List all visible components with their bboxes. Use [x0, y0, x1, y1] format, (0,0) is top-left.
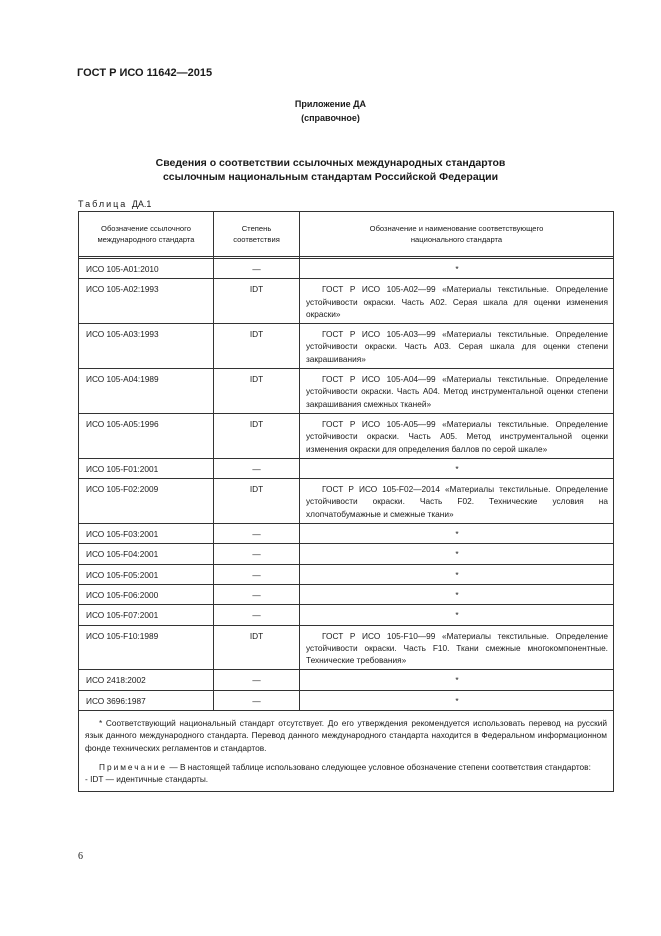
- international-standard-cell: ИСО 105-A04:1989: [79, 369, 214, 414]
- international-standard-cell: ИСО 105-F01:2001: [79, 458, 214, 478]
- national-standard-text: ГОСТ Р ИСО 105-A02—99 «Материалы текстильные. Определение устойчивости окраски. Часть A02. Серая шкала для оценки изменения окраски»: [306, 284, 608, 319]
- column-header-national: [300, 212, 614, 257]
- table-row: [79, 625, 614, 670]
- degree-cell: —: [214, 605, 300, 625]
- footnote: * Соответствующий национальный стандарт отсутствует. До его утверждения рекомендуется использовать перевод на русский язык данного международного стандарта. Перевод данного международного стандарта находится в Федеральном информационном фонде технических регламентов и стандартов.: [85, 718, 607, 753]
- national-standard-text: ГОСТ Р ИСО 105-F10—99 «Материалы текстильные. Определение устойчивости окраски. Часть F10. Ткани смежные многокомпонентные. Технические требования»: [306, 630, 608, 666]
- annex-title: Приложение ДА: [294, 99, 367, 109]
- national-standard-cell: [300, 413, 614, 458]
- header-text: Обозначение и наименование соответствующего: [369, 224, 544, 233]
- international-standard-cell: ИСО 105-F07:2001: [79, 605, 214, 625]
- table-row: [79, 259, 614, 279]
- section-title-line1: Сведения о соответствии ссылочных международных стандартов: [155, 157, 506, 169]
- table-row: [79, 584, 614, 604]
- national-standard-text: ГОСТ Р ИСО 105-F02—2014 «Материалы текстильные. Определение устойчивости окраски. Часть F02. Технические условия на хлопчатобумажные и смежные ткани»: [306, 484, 608, 519]
- page-number: 6: [78, 851, 83, 862]
- national-standard-cell: *: [300, 670, 614, 690]
- degree-cell: —: [214, 564, 300, 584]
- table-row: [79, 670, 614, 690]
- degree-cell: —: [214, 524, 300, 544]
- note-text: — В настоящей таблице использовано следующее условное обозначение степени соответствия стандартов:: [167, 761, 591, 772]
- table-row: [79, 564, 614, 584]
- degree-cell: IDT: [214, 479, 300, 524]
- international-standard-cell: ИСО 105-F06:2000: [79, 584, 214, 604]
- national-standard-cell: [300, 625, 614, 670]
- national-standard-cell: [300, 369, 614, 414]
- degree-cell: IDT: [214, 279, 300, 324]
- header-text: Степень: [241, 224, 272, 233]
- header-text: национального стандарта: [410, 235, 503, 244]
- table-caption-number: ДА.1: [131, 199, 152, 209]
- header-text: соответствия: [233, 235, 280, 244]
- annex-subtitle: (справочное): [301, 113, 360, 123]
- national-standard-cell: [300, 479, 614, 524]
- international-standard-cell: ИСО 105-F02:2009: [79, 479, 214, 524]
- degree-cell: —: [214, 544, 300, 564]
- national-standard-cell: *: [300, 584, 614, 604]
- degree-cell: —: [214, 259, 300, 279]
- correspondence-table: [78, 211, 614, 792]
- column-header-international: [79, 212, 214, 257]
- degree-cell: IDT: [214, 413, 300, 458]
- international-standard-cell: ИСО 105-F03:2001: [79, 524, 214, 544]
- column-header-degree: [214, 212, 300, 257]
- national-standard-text: ГОСТ Р ИСО 105-A05—99 «Материалы текстильные. Определение устойчивости окраски. Часть A05. Метод инструментальной оценки изменения окраски для определения баллов по серой шкале»: [306, 418, 608, 454]
- international-standard-cell: ИСО 105-A01:2010: [79, 259, 214, 279]
- degree-cell: IDT: [214, 324, 300, 369]
- international-standard-cell: ИСО 2418:2002: [79, 670, 214, 690]
- degree-cell: —: [214, 584, 300, 604]
- note-item: - IDT — идентичные стандарты.: [85, 774, 209, 785]
- international-standard-cell: ИСО 105-F04:2001: [79, 544, 214, 564]
- national-standard-text: ГОСТ Р ИСО 105-A03—99 «Материалы текстильные. Определение устойчивости окраски. Часть A03. Серая шкала для оценки степени закрашивания»: [306, 329, 608, 364]
- table-row: [79, 413, 614, 458]
- table-row: [79, 605, 614, 625]
- national-standard-cell: *: [300, 690, 614, 710]
- section-title-line2: ссылочным национальным стандартам Российской Федерации: [162, 171, 499, 183]
- national-standard-text: ГОСТ Р ИСО 105-A04—99 «Материалы текстильные. Определение устойчивости окраски. Часть A04. Метод инструментальной оценки степени закрашивания смежных тканей»: [306, 374, 608, 409]
- table-row: [79, 458, 614, 478]
- national-standard-cell: *: [300, 544, 614, 564]
- international-standard-cell: ИСО 3696:1987: [79, 690, 214, 710]
- table-header-row: [79, 212, 614, 257]
- degree-cell: —: [214, 690, 300, 710]
- national-standard-cell: [300, 324, 614, 369]
- note: [85, 761, 607, 773]
- degree-cell: —: [214, 670, 300, 690]
- degree-cell: IDT: [214, 625, 300, 670]
- international-standard-cell: ИСО 105-A05:1996: [79, 413, 214, 458]
- international-standard-cell: ИСО 105-F05:2001: [79, 564, 214, 584]
- degree-cell: —: [214, 458, 300, 478]
- table-row: [79, 479, 614, 524]
- table-caption: [78, 199, 151, 209]
- degree-cell: IDT: [214, 369, 300, 414]
- notes-row: [79, 711, 614, 791]
- section-title: [0, 156, 661, 184]
- annex-heading: [0, 97, 661, 125]
- note-label: Примечание: [99, 761, 168, 772]
- table-row: [79, 544, 614, 564]
- national-standard-cell: *: [300, 259, 614, 279]
- national-standard-cell: [300, 279, 614, 324]
- national-standard-cell: *: [300, 605, 614, 625]
- national-standard-cell: *: [300, 458, 614, 478]
- national-standard-cell: *: [300, 524, 614, 544]
- table-caption-word: Таблица: [78, 199, 128, 209]
- header-text: Обозначение ссылочного: [101, 224, 191, 233]
- table-row: [79, 524, 614, 544]
- table-row: [79, 690, 614, 710]
- international-standard-cell: ИСО 105-A03:1993: [79, 324, 214, 369]
- table-notes: [79, 711, 614, 791]
- international-standard-cell: ИСО 105-A02:1993: [79, 279, 214, 324]
- international-standard-cell: ИСО 105-F10:1989: [79, 625, 214, 670]
- national-standard-cell: *: [300, 564, 614, 584]
- table-row: [79, 369, 614, 414]
- header-text: международного стандарта: [97, 235, 195, 244]
- table-row: [79, 279, 614, 324]
- table-row: [79, 324, 614, 369]
- document-header: ГОСТ Р ИСО 11642—2015: [77, 67, 213, 79]
